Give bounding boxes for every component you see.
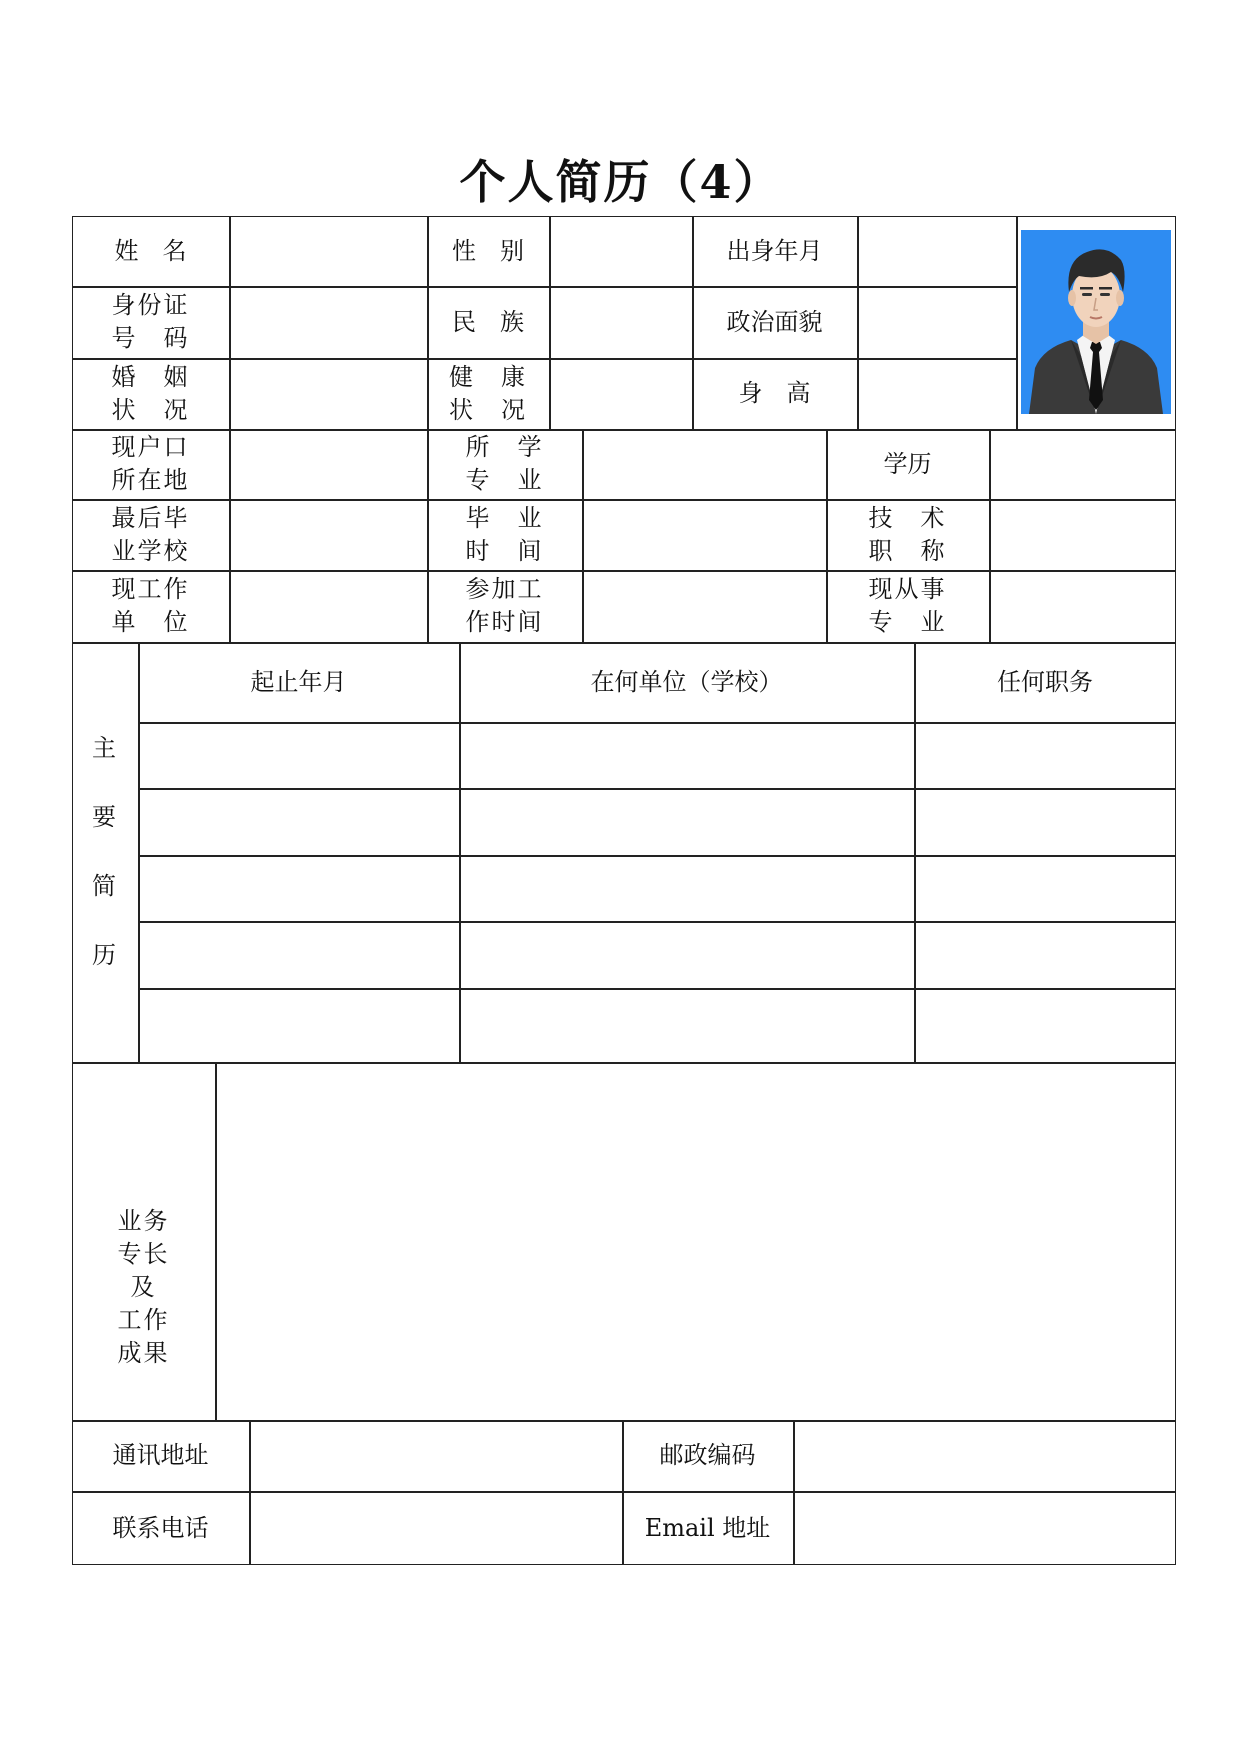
work-start-label: 参加工 作时间 — [465, 575, 544, 636]
postcode-value[interactable] — [793, 1420, 1176, 1491]
header-organization: 在何单位（学校） — [590, 667, 783, 696]
phone-value[interactable] — [249, 1491, 622, 1565]
portrait-photo — [1021, 230, 1171, 414]
birth-label: 出身年月 — [726, 236, 823, 265]
name-value[interactable] — [229, 216, 427, 286]
political-value[interactable] — [857, 286, 1016, 358]
major-label: 所 学 专 业 — [465, 433, 544, 494]
email-label: Email 地址 — [644, 1513, 771, 1542]
school-label: 最后毕 业学校 — [111, 503, 190, 565]
address-value[interactable] — [249, 1420, 622, 1491]
education-label: 学历 — [883, 449, 932, 478]
employer-value[interactable] — [229, 570, 427, 642]
height-label: 身 高 — [738, 379, 811, 407]
health-value[interactable] — [549, 358, 692, 429]
hukou-label: 现户口 所在地 — [111, 433, 190, 494]
hukou-value[interactable] — [229, 429, 427, 499]
tech-title-value[interactable] — [989, 499, 1176, 570]
id-number-value[interactable] — [229, 286, 427, 358]
name-label: 姓 名 — [114, 236, 187, 265]
marital-value[interactable] — [229, 358, 427, 429]
health-label: 健 康 状 况 — [449, 362, 527, 424]
political-label: 政治面貌 — [726, 307, 823, 336]
page-title: 个人简历（4） — [459, 155, 782, 209]
ethnicity-value[interactable] — [549, 286, 692, 358]
id-number-label: 身份证 号 码 — [111, 291, 190, 352]
current-major-label: 现从事 专 业 — [868, 575, 947, 636]
header-position: 任何职务 — [997, 667, 1093, 696]
ethnicity-label: 民 族 — [452, 307, 524, 336]
major-value[interactable] — [582, 429, 826, 499]
employer-label: 现工作 单 位 — [111, 575, 190, 636]
graduation-time-label: 毕 业 时 间 — [465, 503, 544, 565]
graduation-time-value[interactable] — [582, 499, 826, 570]
address-label: 通讯地址 — [112, 1441, 209, 1469]
email-value[interactable] — [793, 1491, 1176, 1565]
school-value[interactable] — [229, 499, 427, 570]
birth-value[interactable] — [857, 216, 1016, 286]
gender-value[interactable] — [549, 216, 692, 286]
current-major-value[interactable] — [989, 570, 1176, 642]
work-start-value[interactable] — [582, 570, 826, 642]
phone-label: 联系电话 — [112, 1513, 209, 1542]
education-value[interactable] — [989, 429, 1176, 499]
marital-label: 婚 姻 状 况 — [111, 362, 190, 424]
tech-title-label: 技 术 职 称 — [868, 503, 947, 565]
height-value[interactable] — [857, 358, 1016, 429]
skills-label: 业务 专长 及 工作 成果 — [117, 1206, 170, 1367]
gender-label: 性 别 — [452, 236, 524, 265]
header-period: 起止年月 — [250, 667, 347, 696]
postcode-label: 邮政编码 — [659, 1441, 756, 1469]
main-resume-side-label: 主 要 简 历 — [92, 734, 118, 969]
skills-value[interactable] — [215, 1062, 1176, 1420]
